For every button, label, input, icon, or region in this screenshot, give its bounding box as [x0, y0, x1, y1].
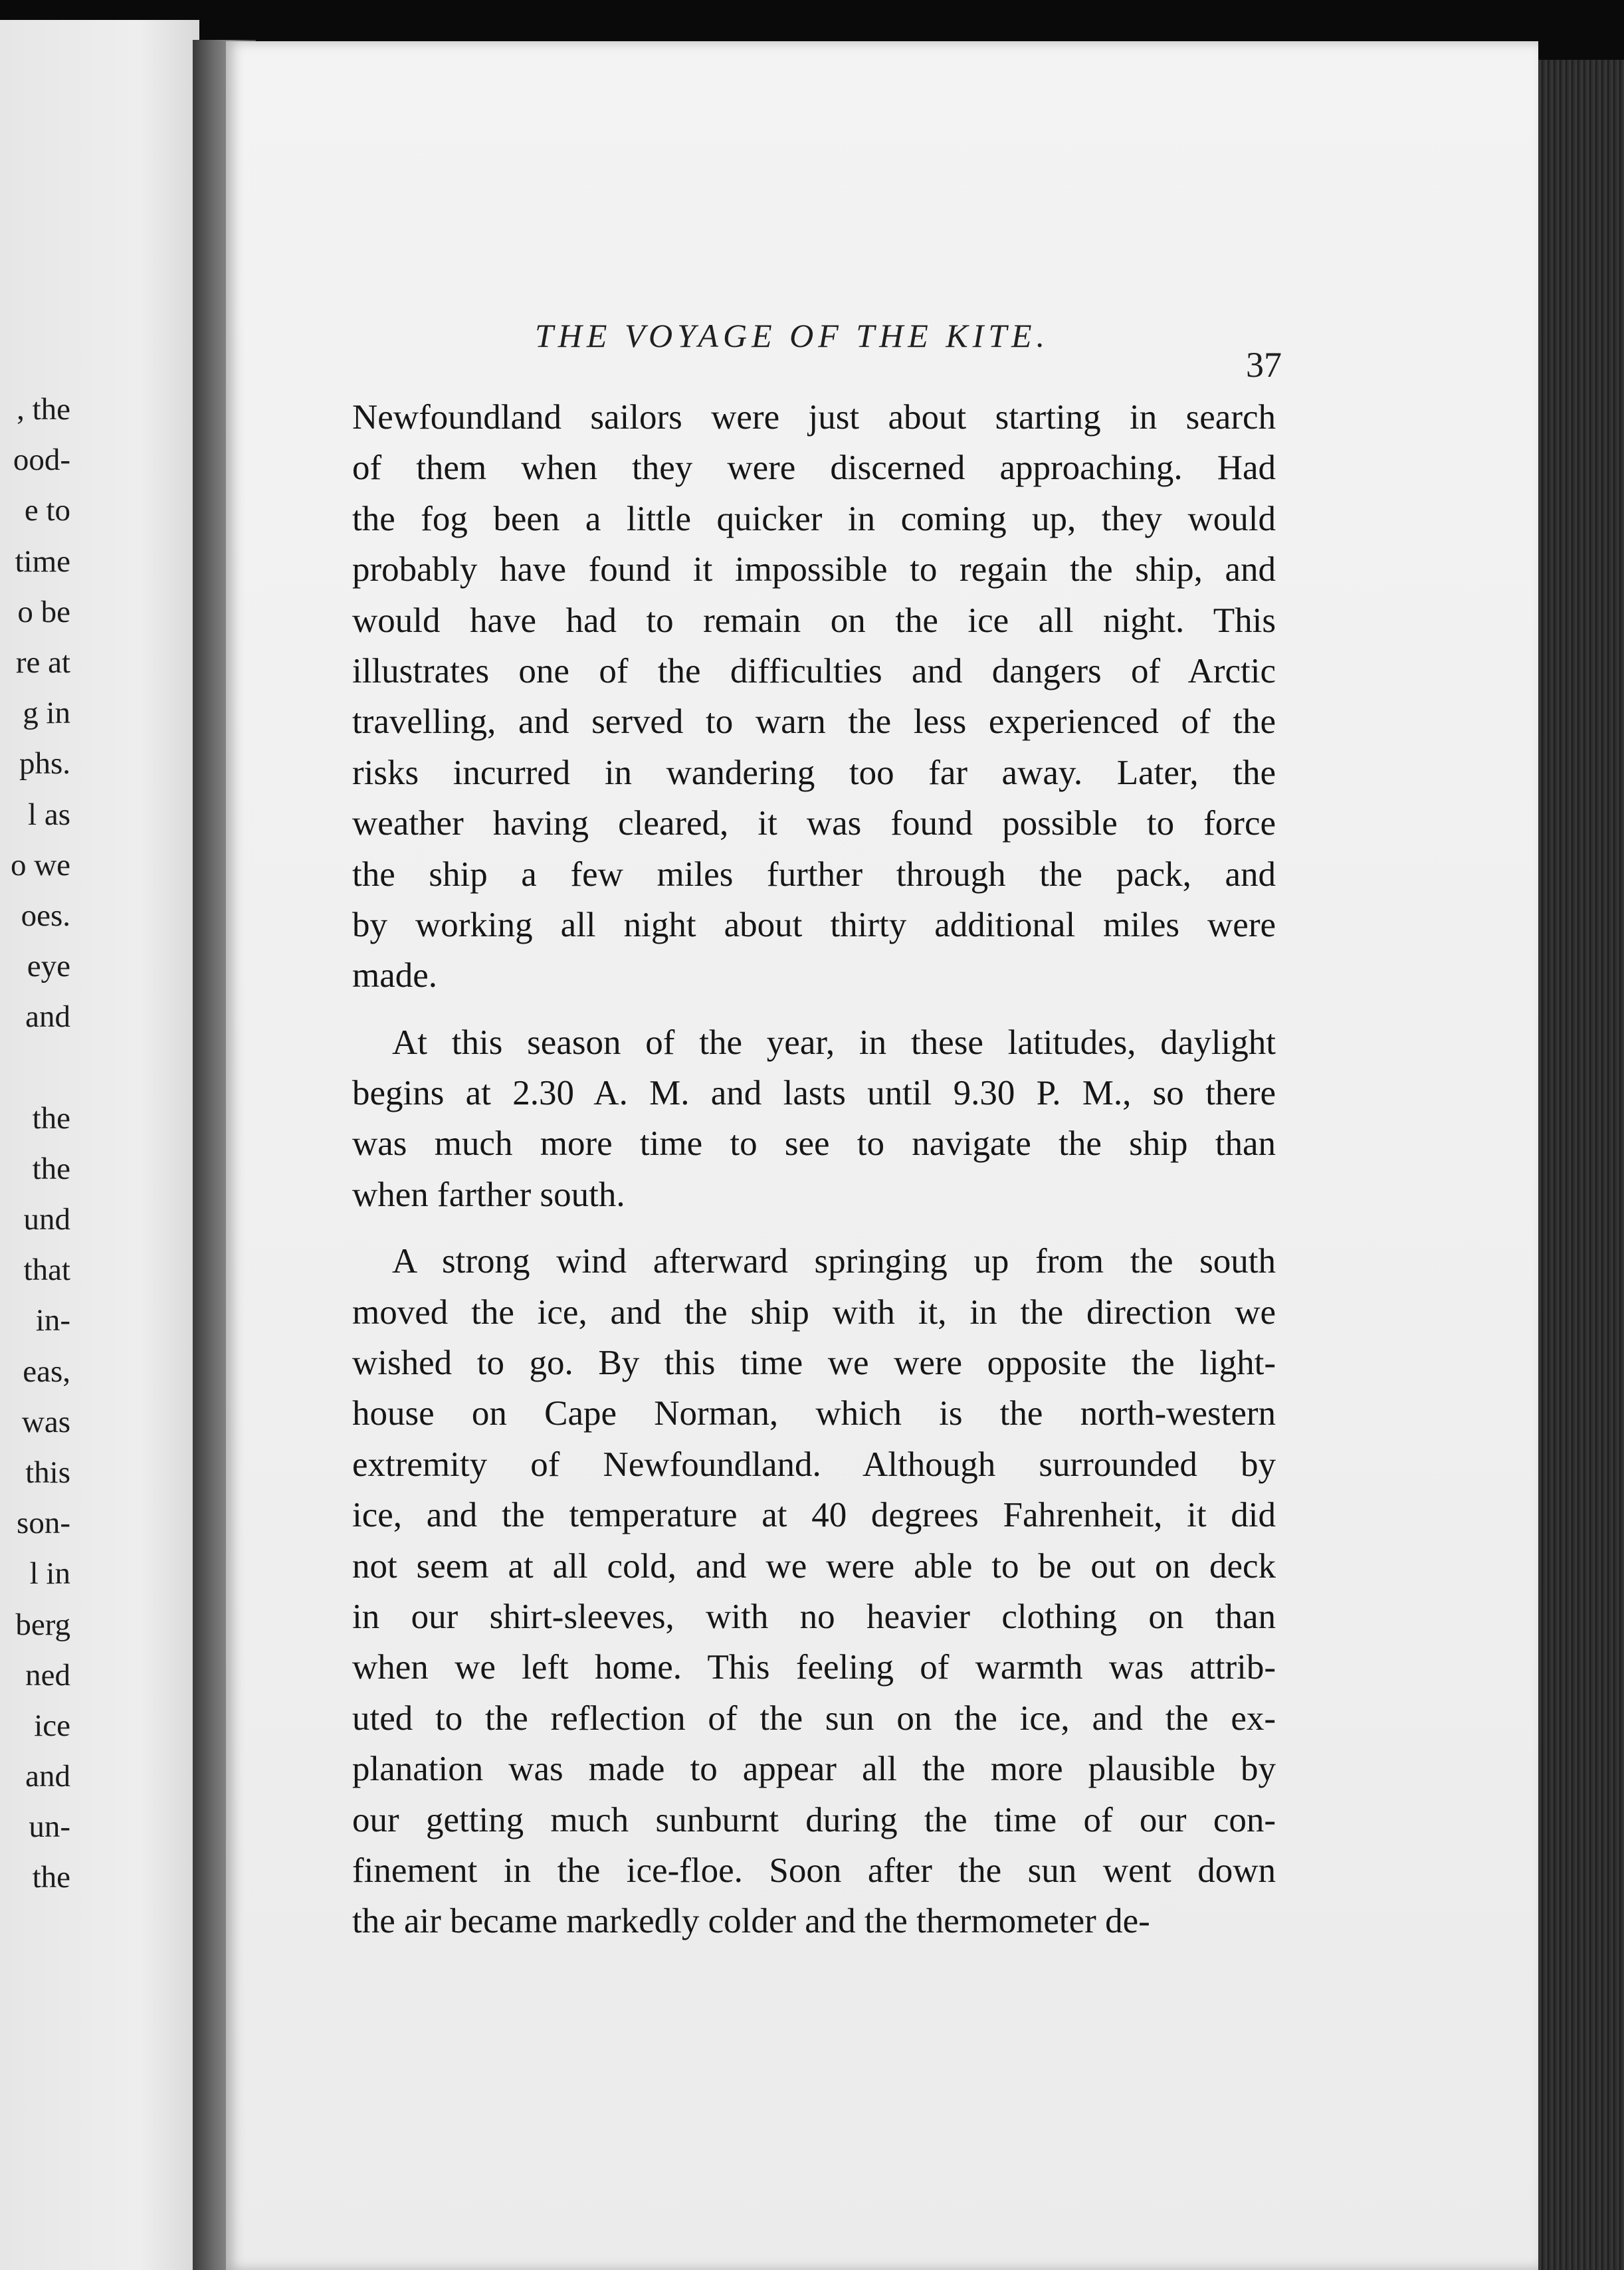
left-page-line: o we	[10, 847, 70, 882]
left-page-line: that	[23, 1253, 70, 1288]
left-page-line: ice	[34, 1708, 70, 1743]
running-head: THE VOYAGE OF THE KITE.	[535, 317, 1050, 354]
text-line: would have had to remain on the ice all night. This	[352, 601, 1276, 640]
text-line: of them when they were discerned approaching. Had	[352, 449, 1276, 488]
text-line: the air became markedly colder and the thermometer de-	[352, 1902, 1150, 1941]
text-line: risks incurred in wandering too far away. Later, the	[352, 753, 1276, 792]
text-line: extremity of Newfoundland. Although surrounded by	[352, 1445, 1276, 1484]
text-line: our getting much sunburnt during the time of our con-	[352, 1800, 1276, 1839]
left-page-line: the	[32, 1151, 70, 1186]
text-line: wished to go. By this time we were opposite the light-	[352, 1344, 1276, 1383]
text-line: was much more time to see to navigate the ship than	[352, 1124, 1276, 1164]
text-line: At this season of the year, in these latitudes, daylight	[392, 1023, 1276, 1062]
text-line: when we left home. This feeling of warmth was attrib-	[352, 1648, 1276, 1687]
text-line: travelling, and served to warn the less experienced of the	[352, 702, 1276, 742]
text-line: A strong wind afterward springing up from the south	[392, 1242, 1276, 1281]
text-line: finement in the ice-floe. Soon after the sun went down	[352, 1851, 1276, 1890]
text-line: illustrates one of the difficulties and dangers of Arctic	[352, 651, 1276, 690]
left-page-line: phs.	[19, 746, 70, 781]
left-page-line: eye	[27, 949, 70, 984]
left-page-line: and	[25, 1759, 70, 1794]
page-number: 37	[1246, 345, 1282, 385]
paragraph-gap	[352, 1001, 1276, 1017]
left-page-line: g in	[23, 696, 70, 731]
text-line: planation was made to appear all the more plausible by	[352, 1750, 1276, 1789]
text-line: Newfoundland sailors were just about starting in search	[352, 398, 1276, 437]
text-line: by working all night about thirty additional miles were	[352, 905, 1276, 944]
left-page-line: the	[32, 1860, 70, 1895]
left-page-line: und	[23, 1202, 70, 1237]
left-page-line: l as	[28, 797, 70, 832]
left-page-line: eas,	[23, 1354, 70, 1389]
paragraph	[352, 1236, 1276, 1946]
left-page-line	[0, 1042, 70, 1092]
text-line: not seem at all cold, and we were able to be out on deck	[352, 1546, 1276, 1586]
left-page-line: re at	[15, 645, 70, 680]
left-page-text	[0, 384, 70, 1903]
body-text	[352, 392, 1276, 1947]
text-line: moved the ice, and the ship with it, in the direction we	[352, 1292, 1276, 1332]
left-page-line: e to	[24, 493, 70, 528]
left-page-line: time	[15, 544, 70, 579]
page-edge	[1538, 60, 1624, 2270]
left-page-line: un-	[29, 1809, 70, 1845]
left-page-line: ned	[25, 1657, 70, 1693]
left-page-line: and	[25, 999, 70, 1035]
left-page-line: , the	[17, 392, 70, 427]
left-page-line: in-	[35, 1303, 70, 1338]
left-page-line: this	[25, 1455, 70, 1490]
left-page-line: l in	[29, 1556, 70, 1592]
text-line: begins at 2.30 A. M. and lasts until 9.30 P. M., so there	[352, 1074, 1276, 1113]
left-page	[0, 20, 199, 2270]
left-page-line: oes.	[21, 898, 70, 933]
paragraph	[352, 1017, 1276, 1221]
left-page-line: ood-	[13, 443, 70, 478]
text-line: weather having cleared, it was found possible to force	[352, 804, 1276, 843]
text-line: the ship a few miles further through the pack, and	[352, 855, 1276, 894]
paragraph-gap	[352, 1220, 1276, 1236]
text-line: house on Cape Norman, which is the north-western	[352, 1394, 1276, 1433]
text-line: ice, and the temperature at 40 degrees Fahrenheit, it did	[352, 1496, 1276, 1535]
left-page-line: berg	[15, 1607, 70, 1642]
text-line: made.	[352, 956, 438, 995]
paragraph	[352, 392, 1276, 1001]
left-page-line: o be	[17, 594, 70, 629]
text-line: uted to the reflection of the sun on the ice, and the ex-	[352, 1699, 1276, 1738]
text-line: in our shirt-sleeves, with no heavier clothing on than	[352, 1597, 1276, 1636]
left-page-line: the	[32, 1100, 70, 1136]
text-line: the fog been a little quicker in coming up, they would	[352, 499, 1276, 538]
left-page-line: was	[21, 1404, 70, 1439]
text-line: when farther south.	[352, 1175, 625, 1214]
text-line: probably have found it impossible to regain the ship, and	[352, 550, 1276, 589]
left-page-line: son-	[17, 1506, 70, 1541]
